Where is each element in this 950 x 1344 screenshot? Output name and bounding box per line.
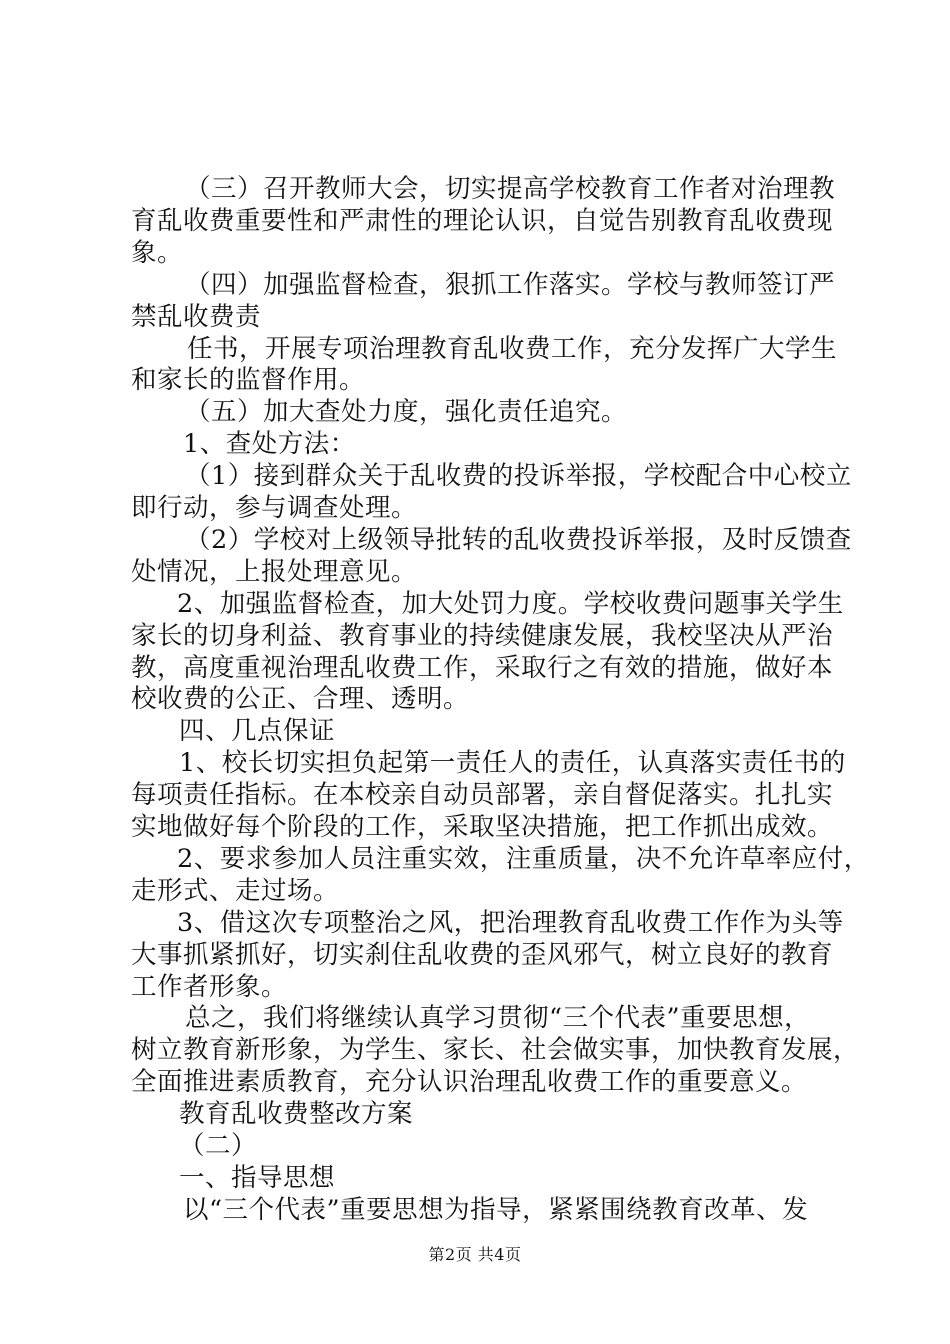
text-line: 1、校长切实担负起第一责任人的责任，认真落实责任书的 xyxy=(179,748,846,779)
text-line: 大事抓紧抓好，切实刹住乱收费的歪风邪气，树立良好的教育 xyxy=(131,939,834,970)
text-line: 任书，开展专项治理教育乱收费工作，充分发挥广大学生 xyxy=(187,333,838,364)
text-line: 象。 xyxy=(131,237,184,268)
text-line: 实地做好每个阶段的工作，采取坚决措施，把工作抓出成效。 xyxy=(131,812,834,842)
text-line: （三）召开教师大会，切实提高学校教育工作者对治理教 xyxy=(185,174,836,204)
text-line: 处情况，上报处理意见。 xyxy=(131,556,418,587)
text-line: 工作者形象。 xyxy=(131,971,288,1002)
text-line: （1）接到群众关于乱收费的投诉举报，学校配合中心校立 xyxy=(185,461,852,492)
text-line: 和家长的监督作用。 xyxy=(131,365,366,396)
text-line: 以“三个代表”重要思想为指导，紧紧围绕教育改革、发 xyxy=(183,1194,809,1225)
text-line: 教，高度重视治理乱收费工作，采取行之有效的措施，做好本 xyxy=(131,652,834,683)
text-line: （四）加强监督检查，狠抓工作落实。学校与教师签订严 xyxy=(185,269,836,300)
text-line: （五）加大查处力度，强化责任追究。 xyxy=(185,397,628,428)
text-line: 四、几点保证 xyxy=(179,716,336,747)
page-footer: 第2页 共4页 xyxy=(428,1245,522,1264)
text-line: 禁乱收费责 xyxy=(131,301,262,332)
text-line: 2、加强监督检查，加大处罚力度。学校收费问题事关学生 xyxy=(177,588,844,619)
text-line: 即行动，参与调查处理。 xyxy=(131,493,418,523)
text-line: 3、借这次专项整治之风，把治理教育乱收费工作作为头等 xyxy=(177,907,844,938)
text-line: 2、要求参加人员注重实效，注重质量，决不允许草率应付， xyxy=(177,843,870,874)
text-line: （二） xyxy=(179,1131,258,1161)
text-line: 走形式、走过场。 xyxy=(131,875,340,906)
text-line: 总之，我们将继续认真学习贯彻“三个代表”重要思想， xyxy=(185,1003,811,1034)
text-line: 教育乱收费整改方案 xyxy=(179,1099,414,1130)
text-line: 校收费的公正、合理、透明。 xyxy=(131,684,470,715)
text-line: 一、指导思想 xyxy=(179,1162,336,1193)
text-line: 每项责任指标。在本校亲自动员部署，亲自督促落实。扎扎实 xyxy=(131,780,834,811)
text-line: （2）学校对上级领导批转的乱收费投诉举报，及时反馈查 xyxy=(185,524,852,555)
text-line: 全面推进素质教育，充分认识治理乱收费工作的重要意义。 xyxy=(131,1067,808,1098)
text-line: 育乱收费重要性和严肃性的理论认识，自觉告别教育乱收费现 xyxy=(131,205,834,236)
text-line: 树立教育新形象，为学生、家长、社会做实事，加快教育发展， xyxy=(131,1035,860,1066)
text-line: 1、查处方法： xyxy=(183,429,356,460)
text-line: 家长的切身利益、教育事业的持续健康发展，我校坚决从严治 xyxy=(131,620,834,651)
